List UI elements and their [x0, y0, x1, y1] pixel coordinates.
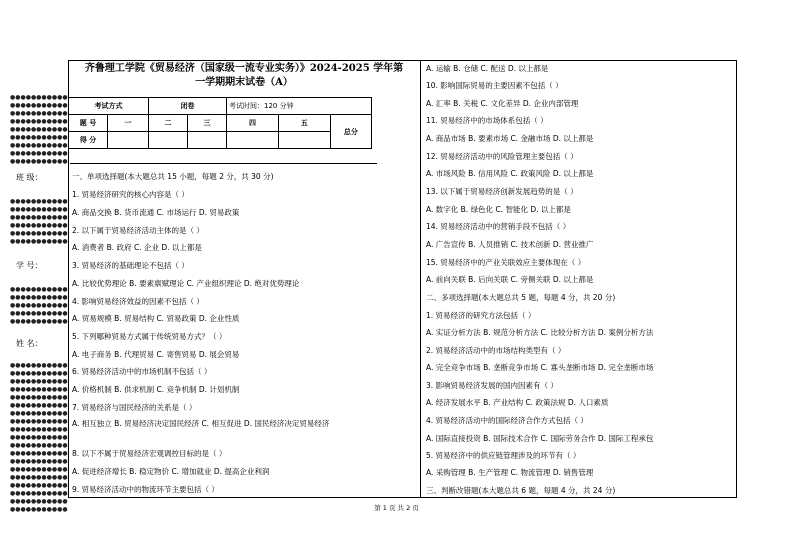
- options: A. 国际直接投资 B. 国际技术合作 C. 国际劳务合作 D. 国际工程承包: [426, 434, 654, 443]
- question: 7. 贸易经济与国民经济的关系是（ ）: [72, 403, 197, 412]
- options: A. 汇率 B. 关税 C. 文化差异 D. 企业内部管理: [426, 99, 579, 108]
- exam-mode-value: 闭卷: [149, 98, 227, 115]
- options: A. 消费者 B. 政府 C. 企业 D. 以上都是: [72, 243, 202, 252]
- options: A. 商品交换 B. 货币流通 C. 市场运行 D. 贸易政策: [72, 208, 240, 217]
- question: 4. 贸易经济活动中的国际经济合作方式包括（ ）: [426, 416, 588, 425]
- name-label: 姓 名：: [16, 339, 43, 348]
- options: A. 广告宣传 B. 人员推销 C. 技术创新 D. 营业推广: [426, 240, 594, 249]
- seal-dots: ●●●●●●●●●●● ●●●●●●●●●●● ●●●●●●●●●●● ●●●●●●●●●●● ●●●●●●●●●●●: [10, 286, 68, 325]
- question: 2. 贸易经济活动中的市场结构类型有（ ）: [426, 346, 566, 355]
- seal-dots: ●●●●●●●●●●● ●●●●●●●●●●● ●●●●●●●●●●● ●●●●●●●●●●● ●●●●●●●●●●● ●●●●●●●●●●●: [10, 198, 68, 245]
- question: 11. 贸易经济中的市场体系包括（ ）: [426, 116, 548, 125]
- score-cell: [278, 132, 330, 149]
- question: 14. 贸易经济活动中的营销手段不包括（ ）: [426, 222, 571, 231]
- options: A. 经济发展水平 B. 产业结构 C. 政策法规 D. 人口素质: [426, 398, 609, 407]
- question: 2. 以下属于贸易经济活动主体的是（ ）: [72, 226, 204, 235]
- options: A. 实证分析方法 B. 规范分析方法 C. 比较分析方法 D. 案例分析方法: [426, 328, 654, 337]
- binding-strip: [6, 0, 66, 549]
- options: A. 相互独立 B. 贸易经济决定国民经济 C. 相互促进 D. 国民经济决定贸易经济: [72, 419, 330, 428]
- options: A. 采购管理 B. 生产管理 C. 物流管理 D. 销售管理: [426, 468, 594, 477]
- section-heading: 三、判断改错题(本大题总共 6 题，每题 4 分，共 24 分): [426, 486, 616, 495]
- question: 3. 影响贸易经济发展的国内因素有（ ）: [426, 381, 558, 390]
- question: 4. 影响贸易经济效益的因素不包括（ ）: [72, 297, 204, 306]
- exam-mode-label: 考试方式: [69, 98, 149, 115]
- header-cell: 五: [278, 115, 330, 132]
- exam-time: 考试时间：120 分钟: [227, 98, 372, 115]
- total-label: 总分: [330, 115, 371, 149]
- options: A. 促进经济增长 B. 稳定物价 C. 增加就业 D. 提高企业利润: [72, 467, 270, 476]
- header-cell: 四: [227, 115, 279, 132]
- section-divider: [70, 163, 377, 164]
- score-cell: [108, 132, 149, 149]
- header-cell: 二: [149, 115, 188, 132]
- question: 3. 贸易经济的基础理论不包括（ ）: [72, 261, 189, 270]
- page-number: 第 1 页 共 2 页: [374, 504, 419, 512]
- options: A. 贸易规模 B. 贸易结构 C. 贸易政策 D. 企业性质: [72, 314, 240, 323]
- title-line-1: 齐鲁理工学院《贸易经济（国家级一流专业实务）》2024-2025 学年第: [84, 63, 404, 74]
- options: A. 比较优势理论 B. 要素禀赋理论 C. 产业组织理论 D. 绝对优势理论: [72, 279, 300, 288]
- options: A. 市场风险 B. 信用风险 C. 政策风险 D. 以上都是: [426, 169, 594, 178]
- header-cell: 三: [188, 115, 227, 132]
- question: 5. 下列哪种贸易方式属于传统贸易方式？（ ）: [72, 332, 227, 341]
- header-cell: 题 号: [69, 115, 108, 132]
- question: 1. 贸易经济的研究方法包括（ ）: [426, 311, 536, 320]
- class-label: 班 级：: [16, 173, 43, 182]
- question: 1. 贸易经济研究的核心内容是（ ）: [72, 190, 189, 199]
- question: 13. 以下属于贸易经济创新发展趋势的是（ ）: [426, 187, 578, 196]
- score-table: [68, 97, 372, 149]
- question: 10. 影响国际贸易的主要因素不包括（ ）: [426, 81, 563, 90]
- score-cell: [188, 132, 227, 149]
- seal-dots: ●●●●●●●●●●● ●●●●●●●●●●● ●●●●●●●●●●● ●●●●●●●●●●● ●●●●●●●●●●● ●●●●●●●●●●● ●●●●●●●●●●● ●●●●●●●●●●● ●●●●●●●●●●●: [10, 94, 68, 165]
- question: 5. 贸易经济中的供应链管理涉及的环节有（ ）: [426, 451, 581, 460]
- section-heading: 一、单项选择题(本大题总共 15 小题，每题 2 分，共 30 分): [72, 172, 274, 181]
- question: 9. 贸易经济活动中的物流环节主要包括（ ）: [72, 485, 219, 494]
- section-heading: 二、多项选择题(本大题总共 5 题，每题 4 分，共 20 分): [426, 293, 616, 302]
- column-divider: [420, 60, 421, 498]
- score-row-label: 得 分: [69, 132, 108, 149]
- title-line-2: 一学期期末试卷（A）: [195, 77, 293, 88]
- options: A. 数字化 B. 绿色化 C. 智能化 D. 以上都是: [426, 205, 571, 214]
- student-id-label: 学 号：: [16, 261, 43, 270]
- options: A. 价格机制 B. 供求机制 C. 竞争机制 D. 计划机制: [72, 385, 240, 394]
- header-cell: 一: [108, 115, 149, 132]
- score-cell: [149, 132, 188, 149]
- score-cell: [227, 132, 279, 149]
- options: A. 电子商务 B. 代理贸易 C. 寄售贸易 D. 展会贸易: [72, 350, 240, 359]
- exam-title: [70, 62, 418, 90]
- question: 6. 贸易经济活动中的市场机制不包括（ ）: [72, 367, 212, 376]
- question: 8. 以下不属于贸易经济宏观调控目标的是（ ）: [72, 449, 227, 458]
- seal-dots: ●●●●●●●●●●● ●●●●●●●●●●● ●●●●●●●●●●● ●●●●●●●●●●● ●●●●●●●●●●● ●●●●●●●●●●● ●●●●●●●●●●● ●●●●●●●●●●● ●●●●●●●●●●● ●●●●●●●●●●● ●●●●●●●●●●● ●●●●●●●●●●● ●●●●●●●●●●● ●●●●●●●●●●● ●●●●●●●●●●● ●●●●●●●●●●● ●●●●●●●●●●● ●●●●●●●●●●● ●●●●●●●●●●●: [10, 362, 68, 513]
- question: 12. 贸易经济活动中的风险管理主要包括（ ）: [426, 152, 578, 161]
- options: A. 商品市场 B. 要素市场 C. 金融市场 D. 以上都是: [426, 134, 594, 143]
- options: A. 完全竞争市场 B. 垄断竞争市场 C. 寡头垄断市场 D. 完全垄断市场: [426, 363, 654, 372]
- question: 15. 贸易经济中的产业关联效应主要体现在（ ）: [426, 258, 586, 267]
- options: A. 运输 B. 仓储 C. 配送 D. 以上都是: [426, 64, 549, 73]
- options: A. 前向关联 B. 后向关联 C. 旁侧关联 D. 以上都是: [426, 275, 594, 284]
